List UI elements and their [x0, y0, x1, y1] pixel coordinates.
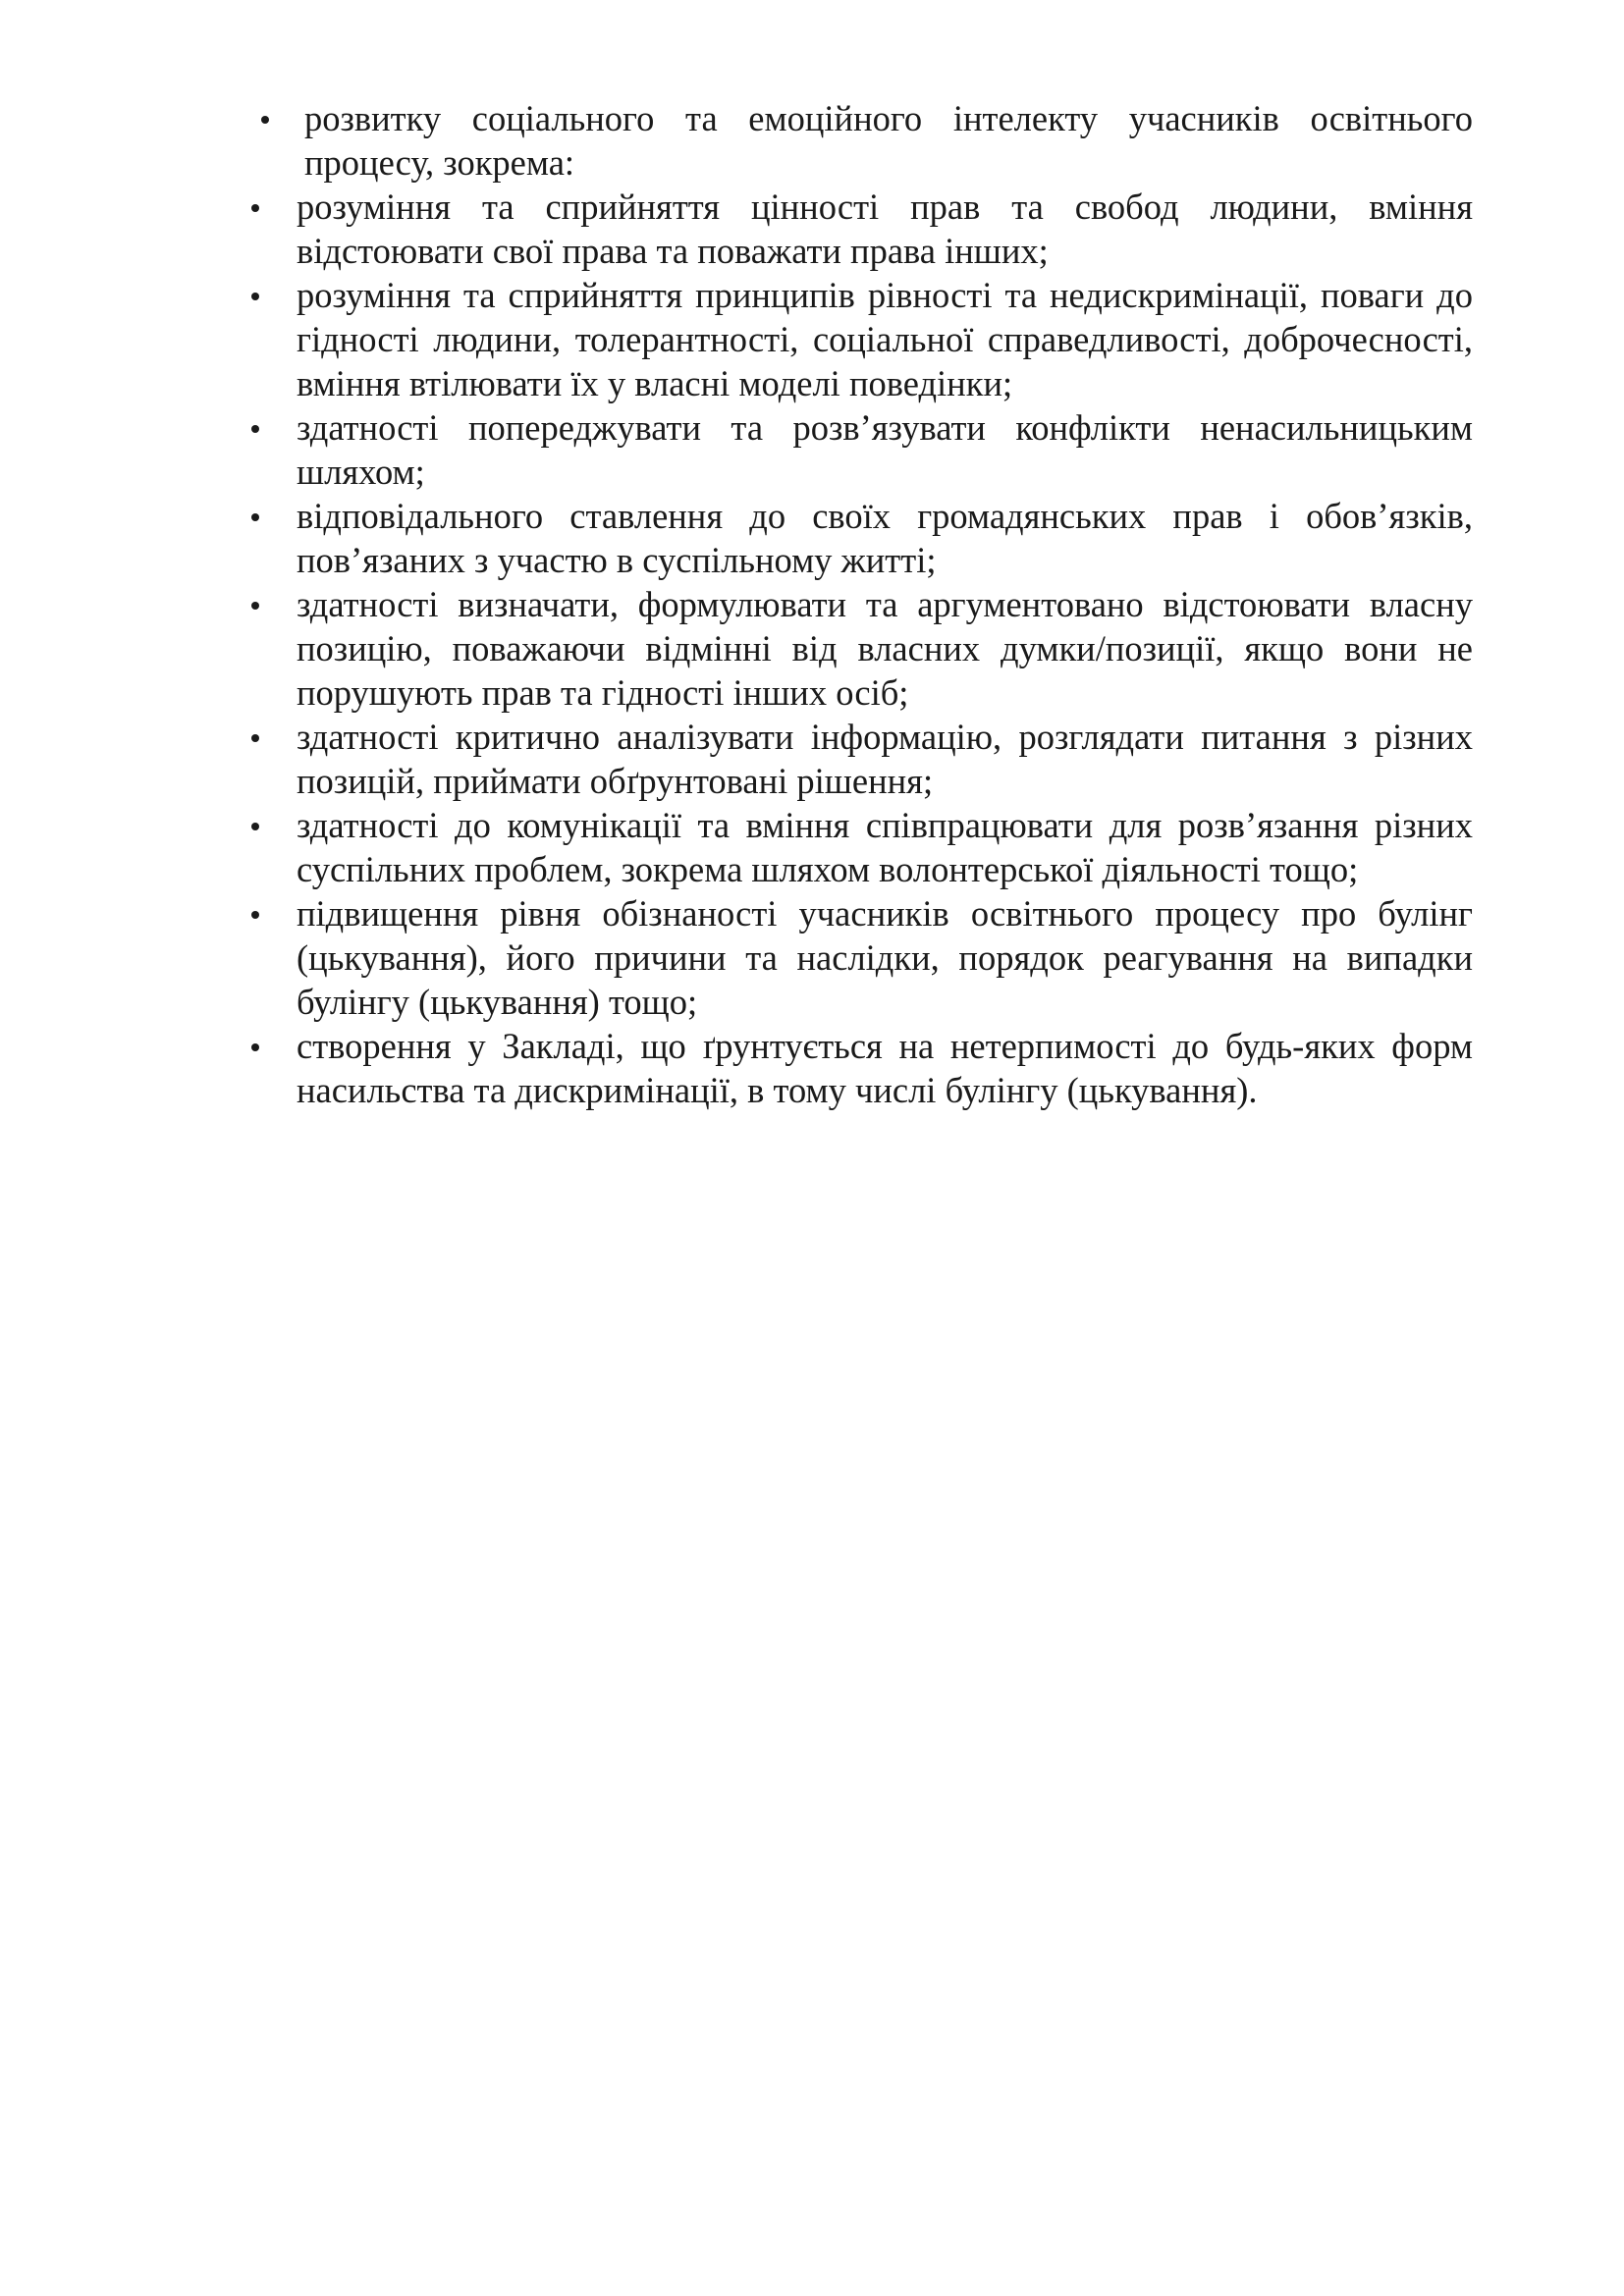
list-item: [245, 1024, 1473, 1112]
list-item-text: здатності до комунікації та вміння співпрацювати для розв’язання різних суспільних проблем, зокрема шляхом волонтерської діяльності тощо;: [297, 805, 1473, 889]
list-item: [245, 494, 1473, 582]
bullet-icon: [261, 116, 269, 124]
bullet-icon: [251, 293, 259, 300]
bullet-icon: [251, 734, 259, 742]
list-item: [245, 273, 1473, 405]
list-item: [245, 715, 1473, 803]
list-item-text: здатності критично аналізувати інформацію, розглядати питання з різних позицій, приймати обґрунтовані рішення;: [297, 717, 1473, 801]
list-item-text: створення у Закладі, що ґрунтується на нетерпимості до будь-яких форм насильства та дискримінації, в тому числі булінгу (цькування).: [297, 1026, 1473, 1110]
list-item-text: розуміння та сприйняття принципів рівності та недискримінації, поваги до гідності людини, толерантності, соціальної справедливості, доброчесності, вміння втілювати їх у власні моделі поведінки;: [297, 275, 1473, 403]
list-item-text: відповідального ставлення до своїх громадянських прав і обов’язків, пов’язаних з участю в суспільному житті;: [297, 496, 1473, 580]
list-item-text: здатності попереджувати та розв’язувати конфлікти ненасильницьким шляхом;: [297, 407, 1473, 492]
list-item-text: підвищення рівня обізнаності учасників освітнього процесу про булінг (цькування), його причини та наслідки, порядок реагування на випадки булінгу (цькування) тощо;: [297, 893, 1473, 1022]
bullet-icon: [251, 602, 259, 610]
bullet-icon: [251, 425, 259, 433]
bullet-list: [245, 96, 1473, 1112]
list-item: [245, 891, 1473, 1024]
list-item-text: здатності визначати, формулювати та аргументовано відстоювати власну позицію, поважаючи відмінні від власних думки/позиції, якщо вони не порушують прав та гідності інших осіб;: [297, 584, 1473, 713]
bullet-icon: [251, 513, 259, 521]
bullet-icon: [251, 1043, 259, 1051]
list-item-text: розвитку соціального та емоційного інтелекту учасників освітнього процесу, зокрема:: [304, 98, 1473, 183]
list-item-text: розуміння та сприйняття цінності прав та свобод людини, вміння відстоювати свої права та поважати права інших;: [297, 187, 1473, 271]
bullet-icon: [251, 911, 259, 919]
list-item: [245, 803, 1473, 891]
list-item: [245, 405, 1473, 494]
list-item: [245, 185, 1473, 273]
bullet-icon: [251, 204, 259, 212]
list-item: [245, 96, 1473, 185]
list-item: [245, 582, 1473, 715]
bullet-icon: [251, 823, 259, 830]
